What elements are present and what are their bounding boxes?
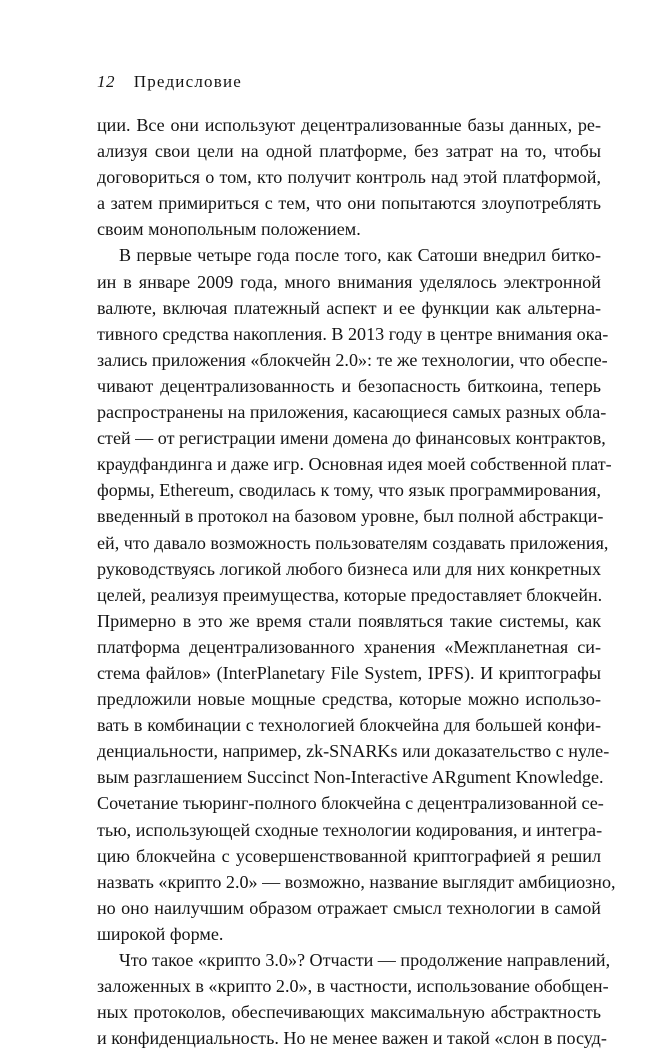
text-line: ей, что давало возможность пользователям создавать приложения, bbox=[97, 532, 609, 553]
text-line: руководствуясь логикой любого бизнеса или для них конкретных bbox=[97, 558, 601, 579]
text-line: целей, реализуя преимущества, которые предоставляет блокчейн. bbox=[97, 584, 603, 605]
text-line: платформа децентрализованного хранения «Межпланетная си- bbox=[97, 636, 601, 657]
text-line: заложенных в «крипто 2.0», в частности, использование обобщен- bbox=[97, 976, 609, 997]
text-line: цию блокчейна с усовершенствованной криптографией я решил bbox=[97, 845, 601, 866]
text-line: зались приложения «блокчейн 2.0»: те же технологии, что обеспе- bbox=[97, 349, 608, 370]
text-line: а затем примириться с тем, что они попытаются злоупотреблять bbox=[97, 193, 601, 214]
text-line: вым разглашением Succinct Non-Interactive ARgument Knowledge. bbox=[97, 767, 604, 788]
text-line: широкой форме. bbox=[97, 923, 224, 944]
text-line: своим монопольным положением. bbox=[97, 219, 361, 240]
text-line: В первые четыре года после того, как Сатоши внедрил битко- bbox=[119, 245, 601, 266]
text-line: предложили новые мощные средства, которые можно использо- bbox=[97, 689, 601, 710]
text-line: Примерно в это же время стали появляться такие системы, как bbox=[97, 610, 601, 631]
paragraph bbox=[97, 242, 616, 947]
text-line: краудфандинга и даже игр. Основная идея моей собственной плат- bbox=[97, 454, 612, 475]
text-line: но оно наилучшим образом отражает смысл технологии в самой bbox=[97, 897, 601, 918]
text-line: тью, использующей сходные технологии кодирования, и интегра- bbox=[97, 819, 603, 840]
page-number: 12 bbox=[97, 72, 115, 91]
text-line: формы, Ethereum, сводилась к тому, что язык программирования, bbox=[97, 480, 601, 501]
text-line: валюте, включая платежный аспект и ее функции как альтерна- bbox=[97, 297, 601, 318]
text-line: договориться о том, кто получит контроль над этой платформой, bbox=[97, 167, 601, 188]
text-line: Сочетание тьюринг-полного блокчейна с децентрализованной се- bbox=[97, 793, 604, 814]
section-title: Предисловие bbox=[133, 72, 242, 91]
text-line: стема файлов» (InterPlanetary File System, IPFS). И криптографы bbox=[97, 662, 601, 683]
text-line: вать в комбинации с технологией блокчейна для большей конфи- bbox=[97, 715, 601, 736]
text-line: ин в январе 2009 года, много внимания уделялось электронной bbox=[97, 271, 601, 292]
text-line: чивают децентрализованность и безопасность биткоина, теперь bbox=[97, 375, 601, 396]
running-head bbox=[97, 72, 242, 92]
text-line: распространены на приложения, касающиеся самых разных обла- bbox=[97, 402, 607, 423]
body-text bbox=[97, 112, 616, 1051]
text-line: и конфиденциальность. Но не менее важен и такой «слон в посуд- bbox=[97, 1028, 607, 1049]
text-line: стей — от регистрации имени домена до финансовых контрактов, bbox=[97, 428, 606, 449]
text-line: назвать «крипто 2.0» — возможно, название выглядит амбициозно, bbox=[97, 871, 616, 892]
paragraph bbox=[97, 112, 601, 242]
text-line: ных протоколов, обеспечивающих максимальную абстрактность bbox=[97, 1002, 601, 1023]
text-line: Что такое «крипто 3.0»? Отчасти — продолжение направлений, bbox=[119, 950, 611, 970]
text-line: денциальности, например, zk-SNARKs или доказательство с нуле- bbox=[97, 741, 610, 762]
text-line: тивного средства накопления. В 2013 году в центре внимания ока- bbox=[97, 323, 609, 344]
text-line: ализуя свои цели на одной платформе, без затрат на то, чтобы bbox=[97, 141, 601, 162]
text-line: ции. Все они используют децентрализованные базы данных, ре- bbox=[97, 115, 601, 135]
text-line: введенный в протокол на базовом уровне, был полной абстракци- bbox=[97, 506, 604, 527]
paragraph bbox=[97, 947, 611, 1051]
